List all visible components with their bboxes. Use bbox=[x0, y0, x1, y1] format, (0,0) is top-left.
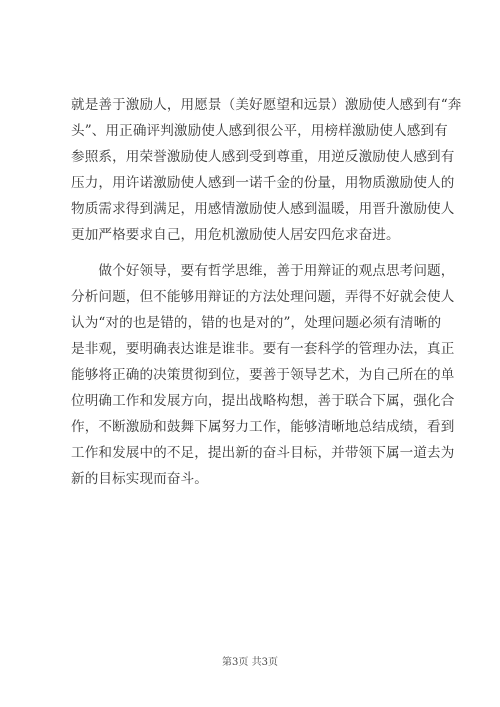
text-line: 头”、用正确评判激励使人感到很公平，用榜样激励使人感到有 bbox=[71, 123, 448, 139]
text-line: 能够将正确的决策贯彻到位，要善于领导艺术，为自己所在的单 bbox=[71, 367, 455, 383]
text-line: 就是善于激励人，用愿景（美好愿望和远景）激励使人感到有“奔 bbox=[71, 97, 462, 113]
text-line: 参照系，用荣誉激励使人感到受到尊重，用逆反激励使人感到有 bbox=[71, 149, 455, 165]
text-line: 工作和发展中的不足，提出新的奋斗目标，并带领下属一道去为 bbox=[71, 445, 455, 461]
text-line: 新的目标实现而奋斗。 bbox=[71, 471, 208, 487]
text-line: 作，不断激励和鼓舞下属努力工作，能够清晰地总结成绩，看到 bbox=[71, 419, 455, 435]
text-line: 是非观，要明确表达谁是谁非。要有一套科学的管理办法，真正 bbox=[71, 341, 455, 357]
text-line: 更加严格要求自己，用危机激励使人居安四危求奋进。 bbox=[71, 227, 400, 243]
text-line: 位明确工作和发展方向，提出战略构想，善于联合下属，强化合 bbox=[71, 393, 455, 409]
text-line: 物质需求得到满足，用感情激励使人感到温暖，用晋升激励使人 bbox=[71, 201, 455, 217]
text-line: 压力，用许诺激励使人感到一诺千金的份量，用物质激励使人的 bbox=[71, 175, 455, 191]
text-line: 分析问题，但不能够用辩证的方法处理问题，弄得不好就会使人 bbox=[71, 289, 455, 305]
body-text bbox=[71, 92, 462, 492]
paragraph-1 bbox=[71, 92, 462, 248]
text-line: 做个好领导，要有哲学思维，善于用辩证的观点思考问题， bbox=[71, 263, 455, 279]
text-line: 认为“对的也是错的，错的也是对的”，处理问题必须有清晰的 bbox=[71, 315, 442, 331]
paragraph-2 bbox=[71, 258, 455, 492]
page-footer bbox=[0, 653, 500, 668]
page-number: 第3页 共3页 bbox=[222, 657, 278, 668]
